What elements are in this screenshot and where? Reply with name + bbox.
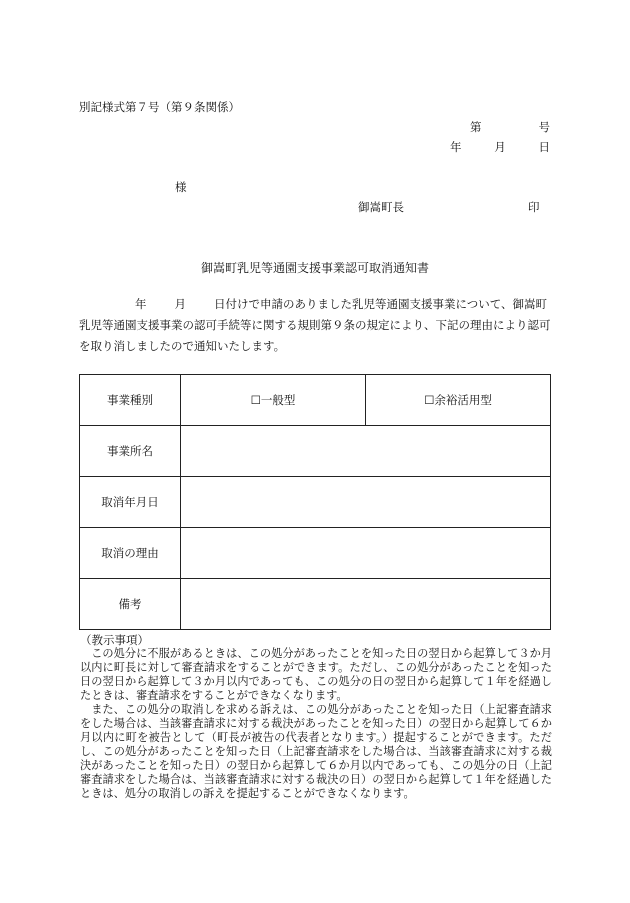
table-row <box>80 375 551 426</box>
option-surplus-checkbox[interactable]: ☐余裕活用型 <box>366 375 551 426</box>
remarks-field[interactable] <box>181 579 551 630</box>
notice-body <box>80 647 552 801</box>
notice-heading: （教示事項） <box>80 633 149 647</box>
document-title: 御嵩町乳児等通園支援事業認可取消通知書 <box>200 261 429 275</box>
table-row <box>80 477 551 528</box>
document-date <box>450 139 550 155</box>
office-name-label: 事業所名 <box>80 426 181 477</box>
date-day: 日 <box>538 140 550 154</box>
remarks-label: 備考 <box>80 579 181 630</box>
number-right: 号 <box>538 120 550 134</box>
table-row <box>80 579 551 630</box>
option-general-checkbox[interactable]: ☐一般型 <box>181 375 366 426</box>
document-number <box>470 119 550 135</box>
body-paragraph <box>79 294 551 357</box>
sender: 御嵩町長 <box>358 200 404 214</box>
office-name-field[interactable] <box>181 426 551 477</box>
cancel-date-label: 取消年月日 <box>80 477 181 528</box>
cancel-date-field[interactable] <box>181 477 551 528</box>
table-row <box>80 528 551 579</box>
body-text: 日付けで申請のありました乳児等通園支援事業について、御嵩町乳児等通園支援事業の認可手続等に関する規則第９条の規定により、下記の理由により認可を取り消しましたので通知いたします。 <box>79 297 551 353</box>
date-month: 月 <box>494 140 506 154</box>
cancel-reason-label: 取消の理由 <box>80 528 181 579</box>
cancel-reason-field[interactable] <box>181 528 551 579</box>
body-month: 月 <box>174 297 186 311</box>
body-year: 年 <box>135 297 147 311</box>
notice-paragraph-1: この処分に不服があるときは、この処分があったことを知った日の翌日から起算して３か月以内に町長に対して審査請求をすることができます。ただし、この処分があったことを知った日の翌日から起算して３か月以内であっても、この処分の日の翌日から起算して１年を経過したときは、審査請求をすることができなくなります。 <box>80 647 552 702</box>
info-table <box>79 374 551 630</box>
table-row <box>80 426 551 477</box>
date-year: 年 <box>450 140 462 154</box>
notice-paragraph-2: また、この処分の取消しを求める訴えは、この処分があったことを知った日（上記審査請求をした場合は、当該審査請求に対する裁決があったことを知った日）の翌日から起算して６か月以内に町を被告として（町長が被告の代表者となります。）提起することができます。ただし、この処分があったことを知った日（上記審査請求をした場合は、当該審査請求に対する裁決があったことを知った日）の翌日から起算して６か月以内であっても、この処分の日（上記審査請求をした場合は、当該審査請求に対する裁決の日）の翌日から起算して１年を経過したときは、処分の取消しの訴えを提起することができなくなります。 <box>80 703 552 800</box>
seal-mark: 印 <box>528 200 540 214</box>
form-label: 別記様式第７号（第９条関係） <box>79 100 240 114</box>
business-type-label: 事業種別 <box>80 375 181 426</box>
addressee: 様 <box>175 180 187 194</box>
number-left: 第 <box>470 120 482 134</box>
